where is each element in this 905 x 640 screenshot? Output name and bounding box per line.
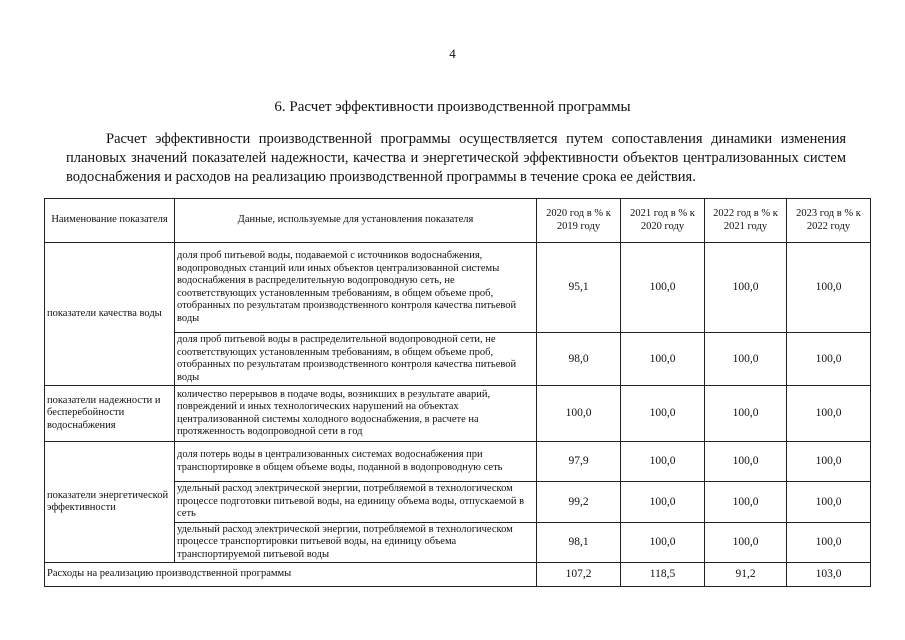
value-2022: 100,0: [705, 386, 787, 442]
value-2022: 100,0: [705, 333, 787, 386]
value-2020: 100,0: [537, 386, 621, 442]
value-2023: 100,0: [787, 386, 871, 442]
value-2023: 100,0: [787, 333, 871, 386]
value-2021: 100,0: [621, 522, 705, 563]
value-2023: 100,0: [787, 442, 871, 482]
value-2020: 98,0: [537, 333, 621, 386]
value-2020: 99,2: [537, 482, 621, 523]
value-2023: 100,0: [787, 243, 871, 333]
table-row: [45, 442, 871, 482]
total-row: [45, 563, 871, 587]
row-description: доля потерь воды в централизованных системах водоснабжения при транспортировке в общем объеме воды, поданной в водопроводную сеть: [175, 442, 537, 482]
header-2020: 2020 год в % к 2019 году: [537, 199, 621, 243]
value-2022: 100,0: [705, 442, 787, 482]
intro-paragraph: Расчет эффективности производственной программы осуществляется путем сопоставления динамики изменения плановых значений показателей надежности, качества и энергетической эффективности объектов централизованных систем водоснабжения и расходов на реализацию производственной программы в течение срока ее действия.: [66, 131, 846, 185]
value-2021: 100,0: [621, 442, 705, 482]
header-2021: 2021 год в % к 2020 году: [621, 199, 705, 243]
row-description: доля проб питьевой воды, подаваемой с источников водоснабжения, водопроводных станций или иных объектов централизованной системы водоснабжения в распределительную водопроводную сеть, не соответствующих установленным требованиям, в общем объеме проб, отобранных по результатам производственного контроля качества питьевой воды: [175, 243, 537, 333]
total-2021: 118,5: [621, 563, 705, 587]
value-2021: 100,0: [621, 386, 705, 442]
row-description: доля проб питьевой воды в распределительной водопроводной сети, не соответствующих установленным требованиям, в общем объеме проб, отобранных по результатам производственного контроля качества питьевой воды: [175, 333, 537, 386]
value-2020: 97,9: [537, 442, 621, 482]
table-row: [45, 386, 871, 442]
efficiency-table: [44, 198, 871, 587]
value-2020: 98,1: [537, 522, 621, 563]
header-data: Данные, используемые для установления показателя: [175, 199, 537, 243]
table-row: [45, 243, 871, 333]
value-2023: 100,0: [787, 482, 871, 523]
value-2021: 100,0: [621, 333, 705, 386]
header-2023: 2023 год в % к 2022 году: [787, 199, 871, 243]
header-2022: 2022 год в % к 2021 году: [705, 199, 787, 243]
total-label: Расходы на реализацию производственной программы: [45, 563, 537, 587]
page-number: 4: [449, 46, 456, 61]
row-description: удельный расход электрической энергии, потребляемой в технологическом процессе подготовки питьевой воды, на единицу объема воды, отпускаемой в сеть: [175, 482, 537, 523]
total-2020: 107,2: [537, 563, 621, 587]
group-energy: показатели энергетической эффективности: [45, 442, 175, 563]
value-2023: 100,0: [787, 522, 871, 563]
value-2022: 100,0: [705, 482, 787, 523]
total-2022: 91,2: [705, 563, 787, 587]
group-quality: показатели качества воды: [45, 243, 175, 386]
section-heading: 6. Расчет эффективности производственной программы: [274, 99, 631, 115]
value-2020: 95,1: [537, 243, 621, 333]
value-2022: 100,0: [705, 522, 787, 563]
value-2021: 100,0: [621, 482, 705, 523]
row-description: удельный расход электрической энергии, потребляемой в технологическом процессе транспортировки питьевой воды, на единицу объема транспортируемой питьевой воды: [175, 522, 537, 563]
group-reliability: показатели надежности и бесперебойности водоснабжения: [45, 386, 175, 442]
row-description: количество перерывов в подаче воды, возникших в результате аварий, повреждений и иных технологических нарушений на объектах централизованной системы холодного водоснабжения, в расчете на протяженность водопроводной сети в год: [175, 386, 537, 442]
value-2022: 100,0: [705, 243, 787, 333]
value-2021: 100,0: [621, 243, 705, 333]
table-header-row: [45, 199, 871, 243]
header-name: Наименование показателя: [45, 199, 175, 243]
total-2023: 103,0: [787, 563, 871, 587]
